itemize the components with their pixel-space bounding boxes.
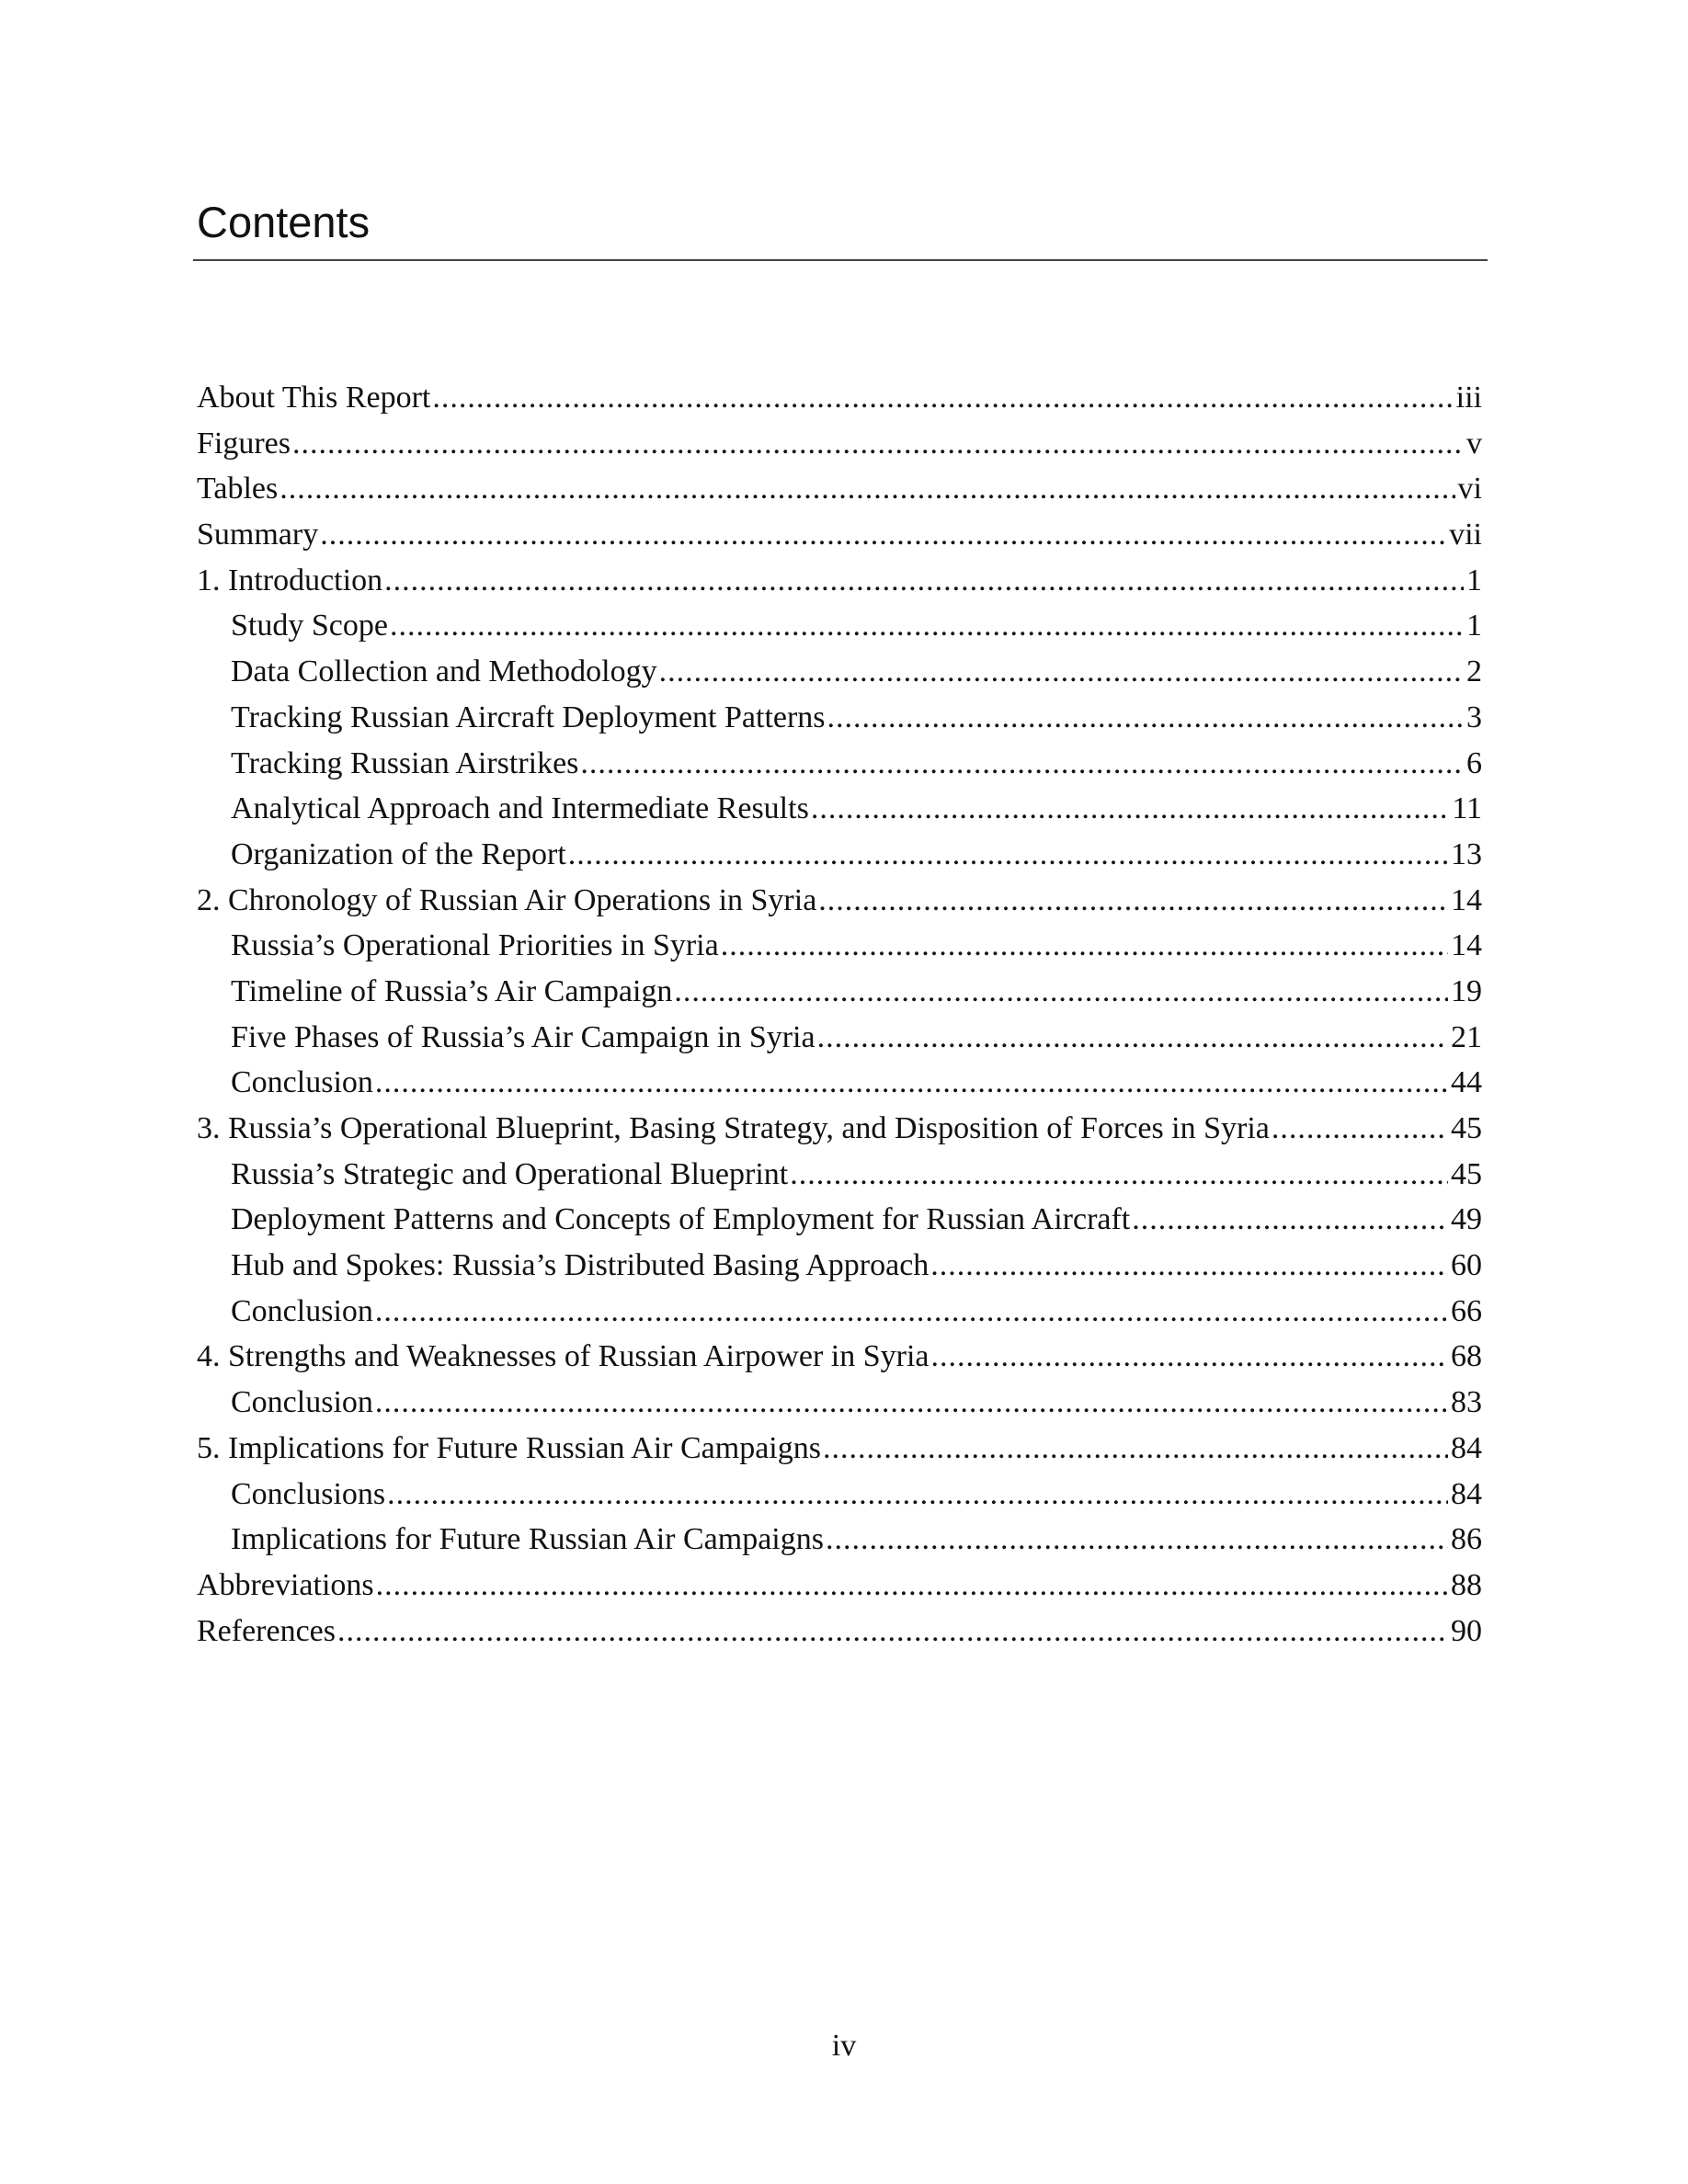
toc-entry-title: Russia’s Operational Priorities in Syria bbox=[231, 928, 719, 963]
toc-entry-title: Hub and Spokes: Russia’s Distributed Basing Approach bbox=[231, 1248, 930, 1283]
toc-entry-title: Conclusion bbox=[231, 1065, 373, 1100]
dot-leader bbox=[337, 1609, 1448, 1655]
toc-entry-page-number: v bbox=[1466, 426, 1482, 461]
toc-entry-page-number: 1 bbox=[1466, 563, 1482, 597]
dot-leader bbox=[375, 1289, 1448, 1335]
dot-leader bbox=[817, 1015, 1448, 1061]
toc-entry[interactable] bbox=[197, 1472, 1482, 1518]
contents-heading: Contents bbox=[197, 198, 371, 246]
toc-entry-title: Russia’s Strategic and Operational Blueprint bbox=[231, 1156, 789, 1191]
toc-entry-title: Implications for Future Russian Air Campaigns bbox=[231, 1522, 824, 1557]
dot-leader bbox=[827, 695, 1464, 741]
dot-leader bbox=[823, 1426, 1448, 1472]
dot-leader bbox=[818, 878, 1448, 924]
dot-leader bbox=[384, 558, 1464, 604]
dot-leader bbox=[659, 649, 1464, 695]
toc-entry-title: 2. Chronology of Russian Air Operations in Syria bbox=[197, 882, 817, 917]
toc-entry-title: Tracking Russian Aircraft Deployment Patterns bbox=[231, 700, 826, 734]
toc-entry[interactable] bbox=[197, 1015, 1482, 1061]
toc-entry-title: 3. Russia’s Operational Blueprint, Basing Strategy, and Disposition of Forces in Syria bbox=[197, 1111, 1270, 1145]
toc-entry-page-number: 90 bbox=[1451, 1613, 1482, 1648]
dot-leader bbox=[674, 969, 1448, 1015]
toc-entry-page-number: 60 bbox=[1451, 1248, 1482, 1283]
dot-leader bbox=[292, 421, 1464, 467]
toc-entry-title: Data Collection and Methodology bbox=[231, 654, 657, 689]
toc-entry-title: Tables bbox=[197, 472, 279, 506]
dot-leader bbox=[580, 741, 1464, 787]
toc-entry[interactable] bbox=[197, 558, 1482, 604]
toc-entry[interactable] bbox=[197, 1197, 1482, 1243]
toc-entry-page-number: vi bbox=[1457, 472, 1482, 506]
toc-entry[interactable] bbox=[197, 1426, 1482, 1472]
toc-entry-page-number: 84 bbox=[1451, 1430, 1482, 1465]
toc-entry-title: Summary bbox=[197, 518, 319, 552]
toc-entry[interactable] bbox=[197, 1289, 1482, 1335]
toc-entry-page-number: 2 bbox=[1466, 654, 1482, 689]
toc-entry-title: Tracking Russian Airstrikes bbox=[231, 745, 579, 780]
dot-leader bbox=[1132, 1197, 1448, 1243]
toc-entry-page-number: 13 bbox=[1451, 836, 1482, 871]
dot-leader bbox=[811, 786, 1449, 832]
toc-entry[interactable] bbox=[197, 1106, 1482, 1152]
toc-entry-page-number: 14 bbox=[1451, 882, 1482, 917]
toc-entry-page-number: 45 bbox=[1451, 1111, 1482, 1145]
toc-entry[interactable] bbox=[197, 375, 1482, 421]
toc-entry[interactable] bbox=[197, 1517, 1482, 1563]
toc-entry[interactable] bbox=[197, 649, 1482, 695]
dot-leader bbox=[279, 466, 1454, 512]
toc-entry-page-number: vii bbox=[1449, 518, 1482, 552]
dot-leader bbox=[376, 1563, 1448, 1609]
toc-entry-page-number: 45 bbox=[1451, 1156, 1482, 1191]
toc-entry-page-number: 84 bbox=[1451, 1476, 1482, 1511]
toc-entry-title: 5. Implications for Future Russian Air Campaigns bbox=[197, 1430, 821, 1465]
toc-entry[interactable] bbox=[197, 1563, 1482, 1609]
toc-entry-page-number: 68 bbox=[1451, 1339, 1482, 1374]
toc-entry[interactable] bbox=[197, 1243, 1482, 1289]
toc-entry-page-number: 19 bbox=[1451, 973, 1482, 1008]
dot-leader bbox=[432, 375, 1453, 421]
toc-entry[interactable] bbox=[197, 603, 1482, 649]
toc-entry[interactable] bbox=[197, 1380, 1482, 1426]
dot-leader bbox=[721, 923, 1448, 969]
dot-leader bbox=[1272, 1106, 1448, 1152]
toc-entry[interactable] bbox=[197, 695, 1482, 741]
toc-entry[interactable] bbox=[197, 878, 1482, 924]
toc-entry-title: Figures bbox=[197, 426, 291, 461]
toc-entry-page-number: 6 bbox=[1466, 745, 1482, 780]
dot-leader bbox=[387, 1472, 1448, 1518]
toc-entry[interactable] bbox=[197, 832, 1482, 878]
toc-entry-page-number: 86 bbox=[1451, 1522, 1482, 1557]
table-of-contents bbox=[197, 375, 1482, 1654]
dot-leader bbox=[826, 1517, 1448, 1563]
dot-leader bbox=[930, 1334, 1448, 1380]
toc-entry-title: Deployment Patterns and Concepts of Employment for Russian Aircraft bbox=[231, 1202, 1131, 1237]
toc-entry[interactable] bbox=[197, 741, 1482, 787]
toc-entry-title: References bbox=[197, 1613, 336, 1648]
toc-entry[interactable] bbox=[197, 421, 1482, 467]
toc-entry-title: Study Scope bbox=[231, 609, 388, 643]
toc-entry[interactable] bbox=[197, 1609, 1482, 1655]
toc-entry-page-number: 14 bbox=[1451, 928, 1482, 963]
toc-entry-title: Organization of the Report bbox=[231, 836, 566, 871]
dot-leader bbox=[375, 1060, 1448, 1106]
toc-entry-page-number: 66 bbox=[1451, 1293, 1482, 1328]
toc-entry-title: Conclusion bbox=[231, 1293, 373, 1328]
toc-entry-page-number: 1 bbox=[1466, 609, 1482, 643]
toc-entry[interactable] bbox=[197, 1152, 1482, 1198]
toc-entry[interactable] bbox=[197, 969, 1482, 1015]
toc-entry[interactable] bbox=[197, 786, 1482, 832]
toc-entry-title: About This Report bbox=[197, 381, 431, 415]
toc-entry-page-number: iii bbox=[1455, 381, 1482, 415]
toc-entry-title: Conclusion bbox=[231, 1385, 373, 1420]
dot-leader bbox=[790, 1152, 1448, 1198]
dot-leader bbox=[568, 832, 1448, 878]
toc-entry-title: Five Phases of Russia’s Air Campaign in Syria bbox=[231, 1019, 815, 1054]
toc-entry-page-number: 49 bbox=[1451, 1202, 1482, 1237]
toc-entry-page-number: 83 bbox=[1451, 1385, 1482, 1420]
toc-entry[interactable] bbox=[197, 923, 1482, 969]
dot-leader bbox=[930, 1243, 1448, 1289]
toc-entry-title: 4. Strengths and Weaknesses of Russian Airpower in Syria bbox=[197, 1339, 930, 1374]
heading-rule bbox=[193, 259, 1488, 261]
toc-entry[interactable] bbox=[197, 1060, 1482, 1106]
toc-entry-page-number: 21 bbox=[1451, 1019, 1482, 1054]
dot-leader bbox=[320, 512, 1446, 558]
toc-entry-page-number: 3 bbox=[1466, 700, 1482, 734]
toc-entry[interactable] bbox=[197, 512, 1482, 558]
toc-entry-page-number: 88 bbox=[1451, 1567, 1482, 1602]
dot-leader bbox=[390, 603, 1464, 649]
toc-entry-page-number: 11 bbox=[1452, 791, 1482, 826]
toc-entry-page-number: 44 bbox=[1451, 1065, 1482, 1100]
toc-entry-title: Analytical Approach and Intermediate Results bbox=[231, 791, 809, 826]
toc-entry-title: Conclusions bbox=[231, 1476, 386, 1511]
toc-entry[interactable] bbox=[197, 1334, 1482, 1380]
toc-entry-title: Abbreviations bbox=[197, 1567, 374, 1602]
toc-entry-title: 1. Introduction bbox=[197, 563, 383, 597]
page-number: iv bbox=[831, 2029, 857, 2063]
dot-leader bbox=[375, 1380, 1448, 1426]
toc-entry[interactable] bbox=[197, 466, 1482, 512]
toc-entry-title: Timeline of Russia’s Air Campaign bbox=[231, 973, 673, 1008]
